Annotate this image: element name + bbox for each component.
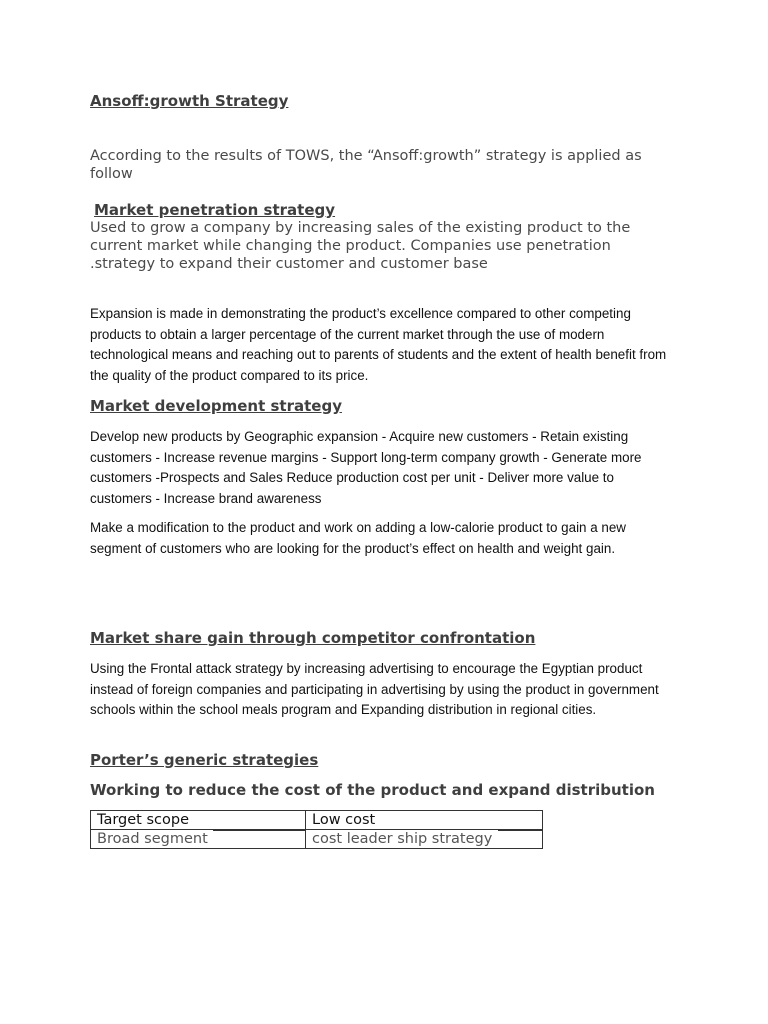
table-cell: Broad segment	[91, 830, 306, 849]
expansion-paragraph: Expansion is made in demonstrating the product’s excellence compared to other competing products to obtain a larger percentage of the current market through the use of modern technological means and reaching out to parents of students and the extent of health benefit from the quality of the product compared to its price.	[90, 306, 667, 383]
intro-paragraph: According to the results of TOWS, the “Ansoff:growth” strategy is applied as follow	[90, 148, 642, 182]
target-scope-label: Target scope	[97, 812, 189, 828]
table-row	[91, 830, 543, 849]
porter-heading: Porter’s generic strategies	[90, 751, 319, 769]
table-cell	[306, 811, 543, 830]
porter-subheading: Working to reduce the cost of the product and expand distribution	[90, 781, 655, 799]
document-title: Ansoff:growth Strategy	[90, 92, 289, 110]
share-gain-heading: Market share gain through competitor confrontation	[90, 629, 536, 647]
penetration-paragraph: Used to grow a company by increasing sales of the existing product to the current market while changing the product. Companies use penetration .strategy to expand their customer and customer base	[90, 220, 631, 272]
table-cell	[91, 811, 306, 830]
table-cell: cost leader ship strategy	[306, 830, 543, 849]
table-row	[91, 811, 543, 830]
penetration-heading: Market penetration strategy	[94, 201, 336, 219]
development-heading: Market development strategy	[90, 397, 342, 415]
modification-paragraph: Make a modification to the product and work on adding a low-calorie product to gain a new segment of customers who are looking for the product’s effect on health and weight gain.	[90, 520, 626, 556]
strategy-table	[90, 810, 543, 849]
development-paragraph: Develop new products by Geographic expansion - Acquire new customers - Retain existing customers - Increase revenue margins - Support long-term company growth - Generate more customers -Prospects and Sales Reduce production cost per unit - Deliver more value to customers - Increase brand awareness	[90, 429, 642, 506]
low-cost-label: Low cost	[312, 812, 376, 828]
frontal-attack-paragraph: Using the Frontal attack strategy by increasing advertising to encourage the Egyptian product instead of foreign companies and participating in advertising by using the product in government schools within the school meals program and Expanding distribution in regional cities.	[90, 661, 659, 718]
